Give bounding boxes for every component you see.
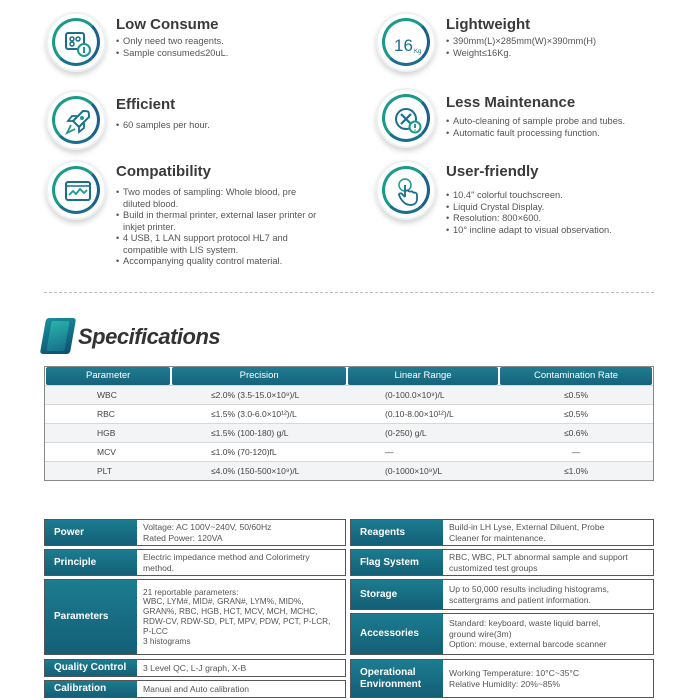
info-flag-system <box>350 549 654 576</box>
feature-item: • Two modes of sampling: Whole blood, pre diluted blood. <box>116 187 321 210</box>
wrench-screwdriver-icon <box>393 105 423 135</box>
info-line: Voltage: AC 100V~240V, 50/60Hz <box>143 522 272 532</box>
info-value <box>137 550 345 575</box>
table-row <box>45 423 653 442</box>
cell-parameter: HGB <box>97 428 116 438</box>
info-label: Parameters <box>45 580 137 654</box>
feature-item: • Resolution: 800×600. <box>446 213 676 225</box>
feature-list <box>446 116 686 139</box>
feature-item: • Auto-cleaning of sample probe and tubes. <box>446 116 686 128</box>
feature-lightweight <box>376 12 676 82</box>
specifications-table <box>44 366 654 481</box>
feature-item: • 10.4" colorful touchscreen. <box>446 190 676 202</box>
specifications-title: Specifications <box>78 324 221 349</box>
feature-item: • Weight≤16Kg. <box>446 48 656 60</box>
info-line: Build-in LH Lyse, External Diluent, Probe <box>449 522 605 532</box>
info-label: Calibration <box>45 681 137 697</box>
info-line: Rated Power: 120VA <box>143 532 223 543</box>
header-parameter: Parameter <box>46 367 170 385</box>
specifications-badge-icon <box>40 318 76 354</box>
reagent-grid-icon <box>63 29 93 59</box>
feature-item: • 60 samples per hour. <box>116 120 326 132</box>
feature-item: • 390mm(L)×285mm(W)×390mm(H) <box>446 36 656 48</box>
info-line: WBC, LYM#, MID#, GRAN#, LYM%, MID%, <box>143 596 304 607</box>
feature-item: • Build in thermal printer, external laser printer or inkjet printer. <box>116 210 321 233</box>
feature-less-maintenance <box>376 88 676 158</box>
info-line: 3 Level QC, L-J graph, X-B <box>143 662 247 673</box>
feature-item: • Liquid Crystal Display. <box>446 202 676 214</box>
info-line: 3 histograms <box>143 635 191 646</box>
feature-list <box>116 120 326 132</box>
cell-linear-range: (0-100.0×10⁹)/L <box>385 390 445 400</box>
feature-title: Efficient <box>116 96 176 113</box>
info-label: Principle <box>45 550 137 575</box>
info-line: GRAN%, RBC, HGB, HCT, MCV, MCH, MCHC, <box>143 606 318 617</box>
info-line: Option: mouse, external barcode scanner <box>449 639 607 650</box>
cell-precision: ≤1.0% (70-120)fL <box>211 447 277 457</box>
header-precision: Precision <box>172 367 346 385</box>
specifications-heading <box>40 316 340 356</box>
info-line: customized test groups <box>449 562 538 573</box>
feature-compatibility <box>46 160 346 280</box>
info-line: Electric impedance method and Colorimetry method. <box>143 552 310 573</box>
info-label: Accessories <box>351 614 443 654</box>
info-quality-control <box>44 659 346 677</box>
feature-item: • 4 USB, 1 LAN support protocol HL7 and compatible with LIS system. <box>116 233 321 256</box>
cell-parameter: WBC <box>97 390 117 400</box>
feature-list <box>446 190 676 236</box>
feature-item: • 10° incline adapt to visual observation. <box>446 225 676 237</box>
cell-linear-range: (0-1000×10⁹)/L <box>385 466 443 476</box>
table-row <box>45 461 653 480</box>
cell-parameter: PLT <box>97 466 112 476</box>
feature-icon-circle <box>376 88 436 148</box>
info-label: Flag System <box>351 550 443 575</box>
feature-item: • Sample consumed≤20uL. <box>116 48 326 60</box>
feature-title: Low Consume <box>116 16 219 33</box>
cell-parameter: RBC <box>97 409 115 419</box>
info-line: Relative Humidity: 20%~85% <box>449 678 561 689</box>
info-power <box>44 519 346 546</box>
cell-parameter: MCV <box>97 447 116 457</box>
info-line: 21 reportable parameters: <box>143 586 239 597</box>
cell-contamination: ≤0.5% <box>563 409 589 419</box>
table-header <box>45 367 653 385</box>
feature-list <box>446 36 656 59</box>
cell-precision: ≤1.5% (3.0-6.0×10¹²)/L <box>211 409 297 419</box>
cell-contamination: ≤0.5% <box>563 390 589 400</box>
weight-16kg-icon <box>393 29 423 59</box>
feature-list <box>116 36 326 59</box>
feature-user-friendly <box>376 160 676 250</box>
cell-contamination: — <box>571 447 581 457</box>
cell-precision: ≤2.0% (3.5-15.0×10⁹)/L <box>211 390 300 400</box>
info-value <box>443 520 653 545</box>
cell-linear-range: (0.10-8.00×10¹²)/L <box>385 409 454 419</box>
info-parameters <box>44 579 346 655</box>
info-line: Manual and Auto calibration <box>143 683 250 694</box>
feature-icon-circle <box>46 12 106 72</box>
info-line: ground wire(3m) <box>449 628 512 639</box>
feature-item: • Accompanying quality control material. <box>116 256 321 268</box>
section-divider <box>44 292 654 293</box>
feature-icon-circle <box>376 160 436 220</box>
info-label: Quality Control <box>45 660 137 676</box>
touch-hand-icon <box>393 177 423 207</box>
svg-text:16: 16 <box>394 36 413 55</box>
table-row <box>45 385 653 404</box>
cell-linear-range: — <box>385 447 394 457</box>
info-value <box>137 520 345 545</box>
info-value <box>137 681 345 697</box>
info-line: RDW-CV, RDW-SD, PLT, MPV, PDW, PCT, P-LCR, <box>143 616 331 626</box>
info-value <box>443 580 653 609</box>
feature-icon-circle <box>376 12 436 72</box>
feature-efficient <box>46 90 346 160</box>
feature-icon-circle <box>46 160 106 220</box>
info-label: Operational Environment <box>351 660 443 697</box>
monitor-chart-icon <box>63 177 93 207</box>
rocket-icon <box>63 107 93 137</box>
info-value <box>443 550 653 575</box>
cell-precision: ≤4.0% (150-500×10⁹)/L <box>211 466 300 476</box>
table-row <box>45 404 653 423</box>
feature-title: Lightweight <box>446 16 531 33</box>
header-linear-range: Linear Range <box>348 367 498 385</box>
feature-title: Compatibility <box>116 163 212 180</box>
feature-low-consume <box>46 12 346 82</box>
info-value <box>137 660 345 676</box>
info-storage <box>350 579 654 610</box>
svg-text:Kg: Kg <box>414 49 422 55</box>
info-value <box>137 580 345 654</box>
feature-title: User-friendly <box>446 163 539 180</box>
feature-icon-circle <box>46 90 106 150</box>
cell-linear-range: (0-250) g/L <box>385 428 427 438</box>
table-row <box>45 442 653 461</box>
table-body <box>45 385 653 480</box>
info-line: Working Temperature: 10°C~35°C <box>449 668 580 678</box>
info-label: Power <box>45 520 137 545</box>
info-line: Standard: keyboard, waste liquid barrel, <box>449 618 601 629</box>
feature-item: • Automatic fault processing function. <box>446 128 686 140</box>
info-value <box>443 660 653 697</box>
info-label: Reagents <box>351 520 443 545</box>
feature-title: Less Maintenance <box>446 94 576 111</box>
info-calibration <box>44 680 346 698</box>
info-label: Storage <box>351 580 443 609</box>
info-value <box>443 614 653 654</box>
info-operational-environment <box>350 659 654 698</box>
info-line: P-LCC <box>143 625 168 636</box>
feature-item: • Only need two reagents. <box>116 36 326 48</box>
info-line: Up to 50,000 results including histograms, <box>449 584 610 594</box>
info-line: RBC, WBC, PLT abnormal sample and support <box>449 552 628 562</box>
info-line: Cleaner for maintenance. <box>449 532 546 543</box>
info-line: scattergrams and patient information. <box>449 594 591 605</box>
header-contamination-rate: Contamination Rate <box>500 367 652 385</box>
cell-precision: ≤1.5% (100-180) g/L <box>211 428 289 438</box>
cell-contamination: ≤1.0% <box>563 466 589 476</box>
feature-list <box>116 187 321 268</box>
info-principle <box>44 549 346 576</box>
info-accessories <box>350 613 654 655</box>
cell-contamination: ≤0.6% <box>563 428 589 438</box>
info-reagents <box>350 519 654 546</box>
